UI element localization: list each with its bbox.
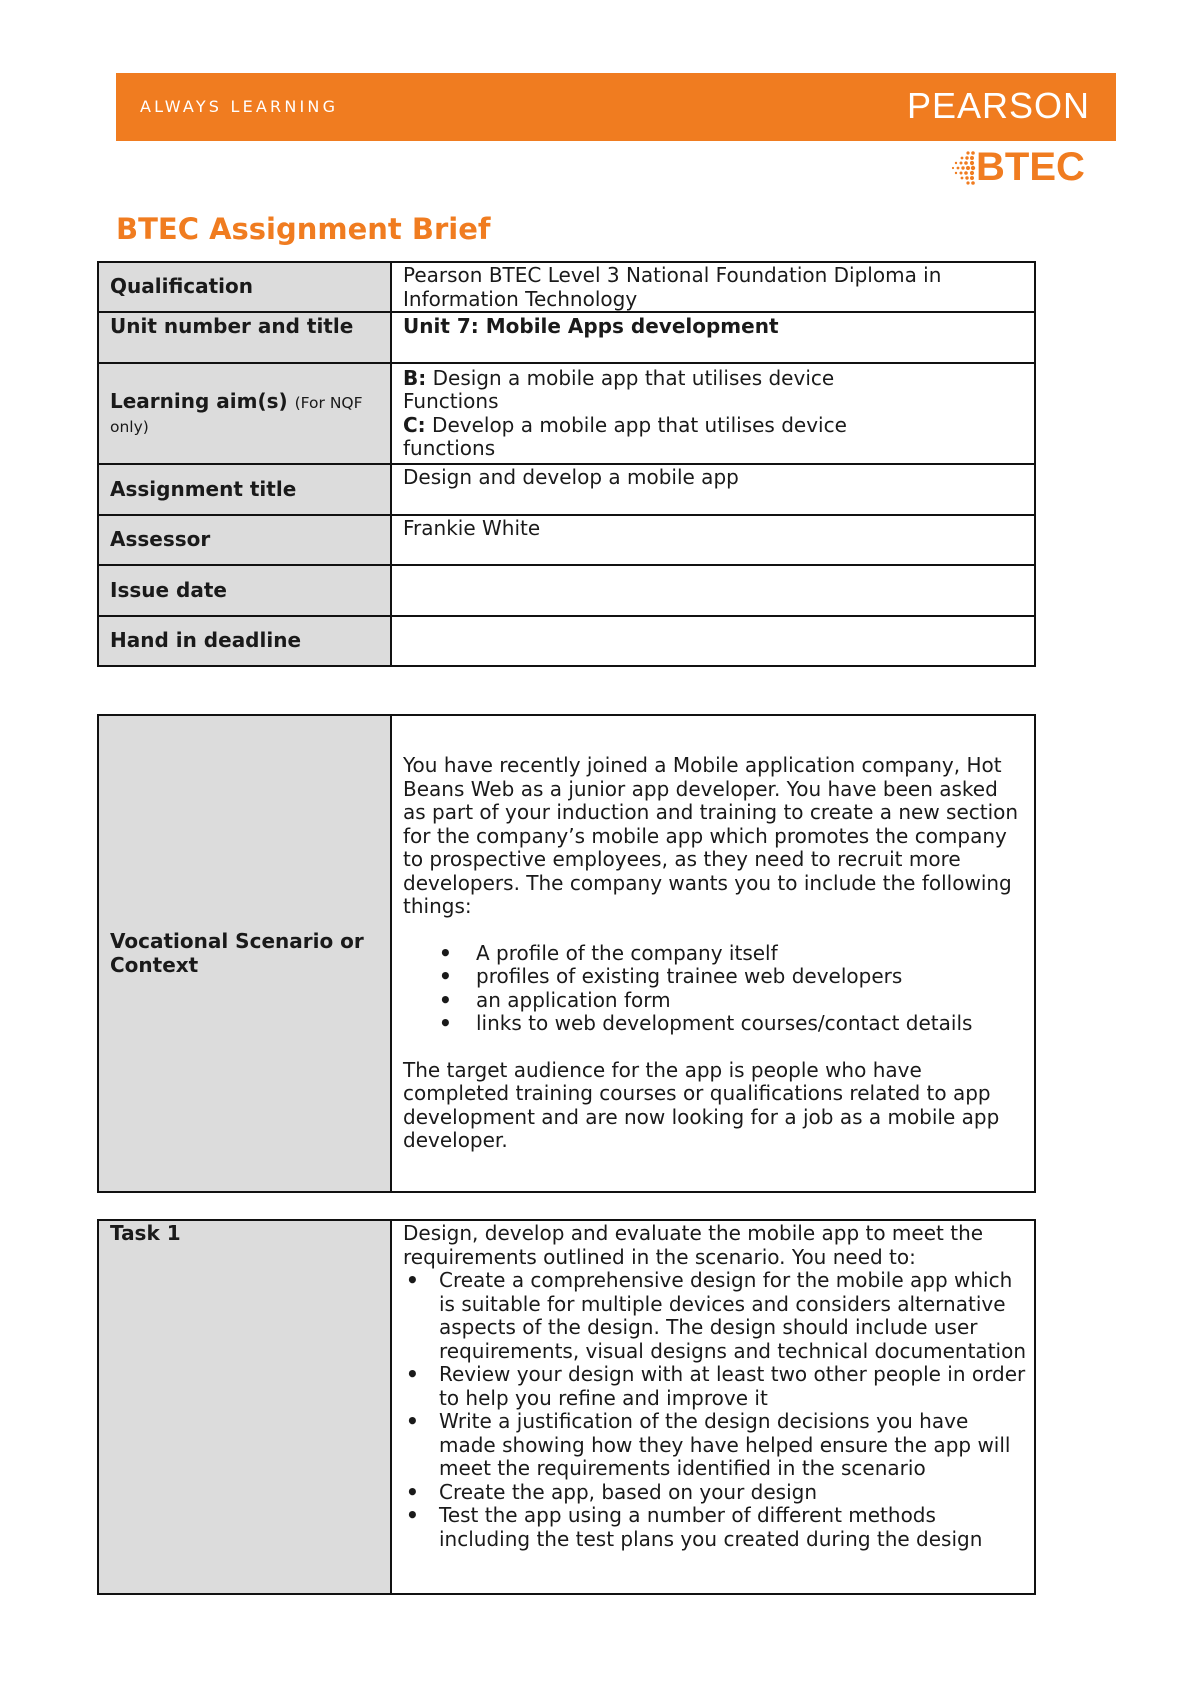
list-item: • Write a justification of the design decisions you have made showing how they have helped ensure the app will meet the requirements identified in the scenario [403,1410,1026,1481]
issue-date-value [391,565,1035,616]
btec-wordmark: BTEC [976,145,1085,189]
qualification-value: Pearson BTEC Level 3 National Foundation Diploma in Information Technology [391,262,1035,312]
task1-content [391,1220,1035,1594]
scenario-label: Vocational Scenario or Context [98,715,391,1192]
aim-b-text-cont: Functions [403,389,499,413]
deadline-value [391,616,1035,666]
qualification-label: Qualification [98,262,391,312]
task-table [97,1219,1036,1595]
list-item: • Review your design with at least two other people in order to help you refine and improve it [403,1363,1026,1410]
aim-c-text-cont: functions [403,436,496,460]
assignment-title-value: Design and develop a mobile app [391,464,1035,515]
unit-label: Unit number and title [98,312,391,363]
learning-aims-title: Learning aim(s) [110,389,288,413]
assessor-label: Assessor [98,515,391,565]
table-row [98,616,1035,666]
table-row [98,1220,1035,1594]
scenario-intro: You have recently joined a Mobile application company, Hot Beans Web as a junior app developer. You have been asked as part of your induction and training to create a new section for the company’s mobile app which promotes the company to prospective employees, as they need to recruit more developers. The company wants you to include the following things: [403,753,1019,919]
scenario-table [97,714,1036,1193]
aim-c-key: C: [403,412,426,437]
table-row [98,363,1035,464]
details-table [97,261,1036,667]
aim-b-text: Design a mobile app that utilises device [432,365,835,390]
btec-dots-icon [948,148,978,190]
page-title: BTEC Assignment Brief [116,212,491,246]
list-item: • profiles of existing trainee web developers [403,965,1026,989]
task1-bullet-list [403,1269,1026,1551]
learning-aims-value [391,363,1035,464]
pearson-logo: PEARSON [906,85,1090,126]
list-item: • an application form [403,989,1026,1013]
task1-intro: Design, develop and evaluate the mobile app to meet the requirements outlined in the scenario. You need to: [403,1221,984,1269]
issue-date-label: Issue date [98,565,391,616]
scenario-content [391,715,1035,1192]
table-row [98,715,1035,1192]
scenario-bullet-list [403,942,1026,1036]
learning-aims-label [98,363,391,464]
list-item: • Create the app, based on your design [403,1481,1026,1505]
learning-aims-note: (For NQF only) [110,394,363,436]
aim-c-text: Develop a mobile app that utilises device [432,412,847,437]
table-row [98,464,1035,515]
table-row [98,565,1035,616]
assignment-title-label: Assignment title [98,464,391,515]
assessor-value: Frankie White [391,515,1035,565]
list-item: • Test the app using a number of different methods including the test plans you created during the design [403,1504,1026,1551]
list-item: • links to web development courses/contact details [403,1012,1026,1036]
deadline-label: Hand in deadline [98,616,391,666]
header-banner [116,73,1116,141]
aim-b-key: B: [403,365,427,390]
list-item: • A profile of the company itself [403,942,1026,966]
unit-value: Unit 7: Mobile Apps development [391,312,1035,363]
tagline: ALWAYS LEARNING [140,97,339,116]
task1-label: Task 1 [98,1220,391,1594]
table-row [98,262,1035,312]
table-row [98,515,1035,565]
list-item: • Create a comprehensive design for the mobile app which is suitable for multiple devices and considers alternative aspects of the design. The design should include user requirements, visual designs and technical documentation [403,1269,1026,1363]
btec-logo [948,145,1098,190]
table-row [98,312,1035,363]
scenario-outro: The target audience for the app is people who have completed training courses or qualifications related to app development and are now looking for a job as a mobile app developer. [403,1057,1000,1153]
